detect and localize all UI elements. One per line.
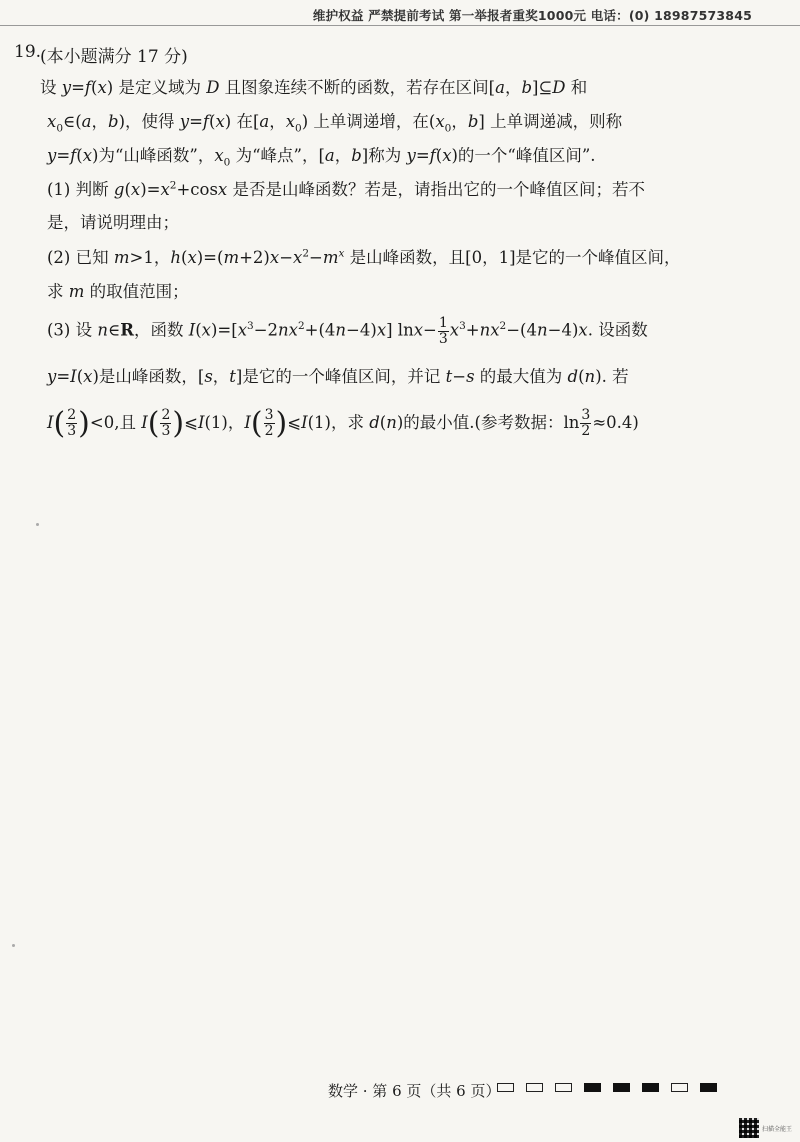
scanner-app-label: 扫描全能王: [762, 1125, 793, 1133]
part-2-line-2: 求 m 的取值范围；: [47, 282, 189, 301]
part-1-line-1: (1) 判断 $g(x)=x^2+\cos x$ 是否是山峰函数？若是，请指出它的一个峰值区间；若不: [47, 179, 645, 199]
part-2-line-1: (2) 已知 m>1，$h(x)=(m+2)x-x^2-m^x$ 是山峰函数，且[0，1]是它的一个峰值区间，: [47, 247, 681, 267]
scan-speck: [12, 944, 15, 947]
question-number: 19.: [14, 42, 42, 62]
mark-block-filled: [642, 1083, 659, 1092]
exam-notice-header: 维护权益 严禁提前考试 第一举报者重奖1000元 电话：(0) 18987573845: [312, 8, 752, 23]
question-heading: (本小题满分 17 分): [40, 47, 188, 67]
definition-line-2: $x_0\in(a$，b)，使得 y=f(x) 在[a，$x_0$) 上单调递增，在($x_0$，b] 上单调递减，则称: [47, 112, 623, 135]
mark-block-empty: [555, 1083, 572, 1092]
page-footer: 数学 · 第 6 页（共 6 页）: [328, 1082, 501, 1100]
part-3-line-1: (3) 设 n∈R，函数 $I(x)=[x^3-2nx^2+(4n-4)x]$ lnx− $\frac{1}{3}$ $x^3+nx^2-(4n-4)x$. 设函数: [47, 315, 648, 347]
answer-sheet-marks: [497, 1083, 717, 1092]
qr-code-icon: [739, 1118, 759, 1138]
part-1-line-2: 是，请说明理由；: [47, 213, 179, 232]
scanner-watermark: [739, 1118, 792, 1138]
mark-block-filled: [700, 1083, 717, 1092]
header-divider: [0, 25, 800, 26]
mark-block-empty: [497, 1083, 514, 1092]
definition-line-1: 设 y=f(x) 是定义域为 D 且图象连续不断的函数，若存在区间[a，b]⊆D 和: [40, 78, 588, 97]
mark-block-filled: [584, 1083, 601, 1092]
part-3-line-3: I( $\frac{2}{3}$ )<0,且 I( $\frac{2}{3}$ )⩽I(1)，I( $\frac{3}{2}$ )⩽I(1)，求 d(n)的最小值.(参考数据：ln $\frac{3}{2}$ ≈0.4): [47, 406, 639, 441]
mark-block-empty: [671, 1083, 688, 1092]
mark-block-filled: [613, 1083, 630, 1092]
mark-block-empty: [526, 1083, 543, 1092]
scan-speck: [36, 523, 39, 526]
definition-line-3: y=f(x)为“山峰函数”，$x_0$ 为“峰点”，[a，b]称为 y=f(x)的一个“峰值区间”.: [47, 146, 596, 169]
part-3-line-2: y=I(x)是山峰函数，[s，t]是它的一个峰值区间，并记 t−s 的最大值为 d(n). 若: [47, 367, 629, 386]
